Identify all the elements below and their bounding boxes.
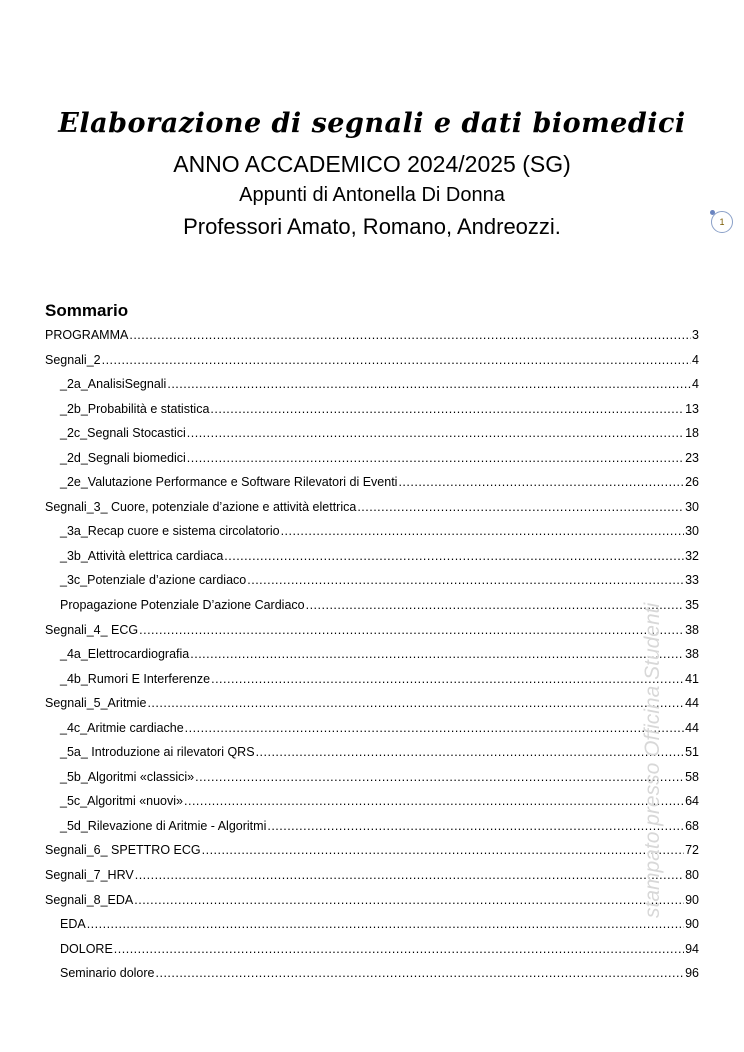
- comment-dot-icon: [710, 210, 715, 215]
- toc-entry-page: 64: [685, 794, 699, 809]
- toc-entry[interactable]: [45, 377, 699, 402]
- toc-entry-page: 44: [685, 696, 699, 711]
- toc-entry[interactable]: [45, 328, 699, 353]
- dot-leader: [114, 942, 684, 956]
- toc-entry-page: 68: [685, 818, 699, 833]
- toc-entry[interactable]: [45, 500, 699, 525]
- dot-leader: [134, 893, 684, 907]
- dot-leader: [195, 770, 684, 784]
- toc-entry-page: 90: [685, 892, 699, 907]
- toc-entry[interactable]: [45, 353, 699, 378]
- dot-leader: [147, 696, 684, 710]
- toc-entry[interactable]: [45, 647, 699, 672]
- toc-entry-page: 94: [685, 941, 699, 956]
- toc-heading: Sommario: [45, 301, 129, 320]
- dot-leader: [306, 598, 684, 612]
- toc-entry[interactable]: [45, 721, 699, 746]
- toc-entry-page: 3: [692, 328, 699, 342]
- toc-entry-label: Segnali_6_ SPETTRO ECG: [45, 843, 201, 858]
- dot-leader: [202, 843, 684, 857]
- toc-entry-page: 38: [685, 622, 699, 637]
- toc-entry[interactable]: [45, 402, 699, 427]
- toc-entry[interactable]: [45, 966, 699, 991]
- dot-leader: [184, 794, 684, 808]
- toc-entry[interactable]: [45, 426, 699, 451]
- toc-entry-page: 51: [685, 745, 699, 760]
- dot-leader: [281, 524, 685, 538]
- toc-entry-label: _5a_ Introduzione ai rilevatori QRS: [60, 745, 255, 760]
- dot-leader: [87, 917, 684, 931]
- toc-entry[interactable]: [45, 893, 699, 918]
- toc-entry-page: 33: [685, 573, 699, 588]
- dot-leader: [210, 402, 684, 416]
- watermark: stampato presso Officina Studenti: [641, 602, 664, 918]
- toc-entry-label: _5c_Algoritmi «nuovi»: [60, 794, 183, 809]
- dot-leader: [224, 549, 684, 563]
- toc-entry-page: 96: [685, 966, 699, 981]
- dot-leader: [167, 377, 691, 391]
- toc-entry[interactable]: [45, 672, 699, 697]
- toc-entry-label: PROGRAMMA: [45, 328, 129, 342]
- toc-entry[interactable]: [45, 524, 699, 549]
- toc-entry-label: Segnali_4_ ECG: [45, 622, 139, 637]
- toc-entry[interactable]: [45, 843, 699, 868]
- dot-leader: [139, 623, 684, 637]
- toc-entry[interactable]: [45, 696, 699, 721]
- toc-entry-page: 30: [685, 524, 699, 539]
- toc-entry[interactable]: [45, 745, 699, 770]
- toc-entry-label: _3a_Recap cuore e sistema circolatorio: [60, 524, 280, 539]
- toc-entry[interactable]: [45, 770, 699, 795]
- dot-leader: [247, 573, 684, 587]
- toc-entry-label: Segnali_7_HRV: [45, 868, 134, 883]
- toc-entry-label: Propagazione Potenziale D’azione Cardiaco: [60, 598, 305, 613]
- toc-entry-label: _4c_Aritmie cardiache: [60, 720, 184, 735]
- toc-entry-page: 4: [692, 377, 699, 392]
- toc-entry[interactable]: [45, 573, 699, 598]
- toc-entry-page: 35: [685, 598, 699, 613]
- dot-leader: [129, 328, 691, 342]
- toc-entry-label: _5b_Algoritmi «classici»: [60, 769, 195, 784]
- toc-entry-label: _3c_Potenziale d’azione cardiaco: [60, 573, 247, 588]
- toc-entry-page: 41: [685, 671, 699, 686]
- comment-badge[interactable]: 1: [711, 211, 733, 233]
- toc-entry[interactable]: [45, 549, 699, 574]
- author: Appunti di Antonella Di Donna: [239, 184, 505, 206]
- document-title: Elaborazione di segnali e dati biomedici: [58, 108, 686, 139]
- toc-entry-page: 13: [685, 401, 699, 416]
- toc-entry-label: _3b_Attività elettrica cardiaca: [60, 548, 224, 563]
- dot-leader: [185, 721, 684, 735]
- dot-leader: [187, 451, 684, 465]
- toc-entry-page: 58: [685, 769, 699, 784]
- toc-entry-label: _5d_Rilevazione di Aritmie - Algoritmi: [60, 818, 267, 833]
- toc-entry-label: Segnali_3_ Cuore, potenziale d’azione e attività elettrica: [45, 499, 357, 514]
- toc-entry-page: 80: [685, 868, 699, 883]
- toc-entry-label: Segnali_8_EDA: [45, 892, 134, 907]
- toc-entry[interactable]: [45, 623, 699, 648]
- toc-entry-page: 18: [685, 426, 699, 441]
- toc-entry-page: 23: [685, 450, 699, 465]
- toc-entry-page: 30: [685, 499, 699, 514]
- dot-leader: [357, 500, 684, 514]
- table-of-contents: [45, 328, 699, 991]
- toc-entry[interactable]: [45, 598, 699, 623]
- toc-entry-label: _4b_Rumori E Interferenze: [60, 671, 211, 686]
- toc-entry-page: 44: [685, 720, 699, 735]
- toc-entry-label: _2c_Segnali Stocastici: [60, 426, 186, 441]
- dot-leader: [267, 819, 684, 833]
- toc-entry[interactable]: [45, 917, 699, 942]
- dot-leader: [211, 672, 684, 686]
- academic-year: ANNO ACCADEMICO 2024/2025 (SG): [173, 151, 571, 177]
- toc-entry-page: 4: [692, 352, 699, 367]
- toc-entry-page: 32: [685, 548, 699, 563]
- toc-entry-label: _2d_Segnali biomedici: [60, 450, 186, 465]
- toc-entry[interactable]: [45, 451, 699, 476]
- toc-entry-label: Segnali_5_Aritmie: [45, 696, 147, 711]
- dot-leader: [256, 745, 685, 759]
- toc-entry[interactable]: [45, 794, 699, 819]
- toc-entry-label: _2e_Valutazione Performance e Software Rilevatori di Eventi: [60, 475, 398, 490]
- toc-entry-label: _4a_Elettrocardiografia: [60, 647, 190, 662]
- toc-entry-page: 26: [685, 475, 699, 490]
- toc-entry[interactable]: [45, 868, 699, 893]
- toc-entry-label: Segnali_2: [45, 352, 101, 367]
- toc-entry[interactable]: [45, 942, 699, 967]
- toc-entry-label: EDA: [60, 917, 86, 932]
- toc-entry-label: Seminario dolore: [60, 966, 155, 981]
- dot-leader: [102, 353, 691, 367]
- professors: Professori Amato, Romano, Andreozzi.: [183, 214, 561, 239]
- toc-entry[interactable]: [45, 819, 699, 844]
- toc-entry-label: DOLORE: [60, 941, 113, 956]
- dot-leader: [135, 868, 684, 882]
- toc-entry-page: 38: [685, 647, 699, 662]
- dot-leader: [190, 647, 684, 661]
- dot-leader: [398, 475, 684, 489]
- toc-entry[interactable]: [45, 475, 699, 500]
- toc-entry-page: 90: [685, 917, 699, 932]
- toc-entry-page: 72: [685, 843, 699, 858]
- dot-leader: [187, 426, 684, 440]
- toc-entry-label: _2a_AnalisiSegnali: [60, 377, 167, 392]
- toc-entry-label: _2b_Probabilità e statistica: [60, 401, 210, 416]
- dot-leader: [156, 966, 685, 980]
